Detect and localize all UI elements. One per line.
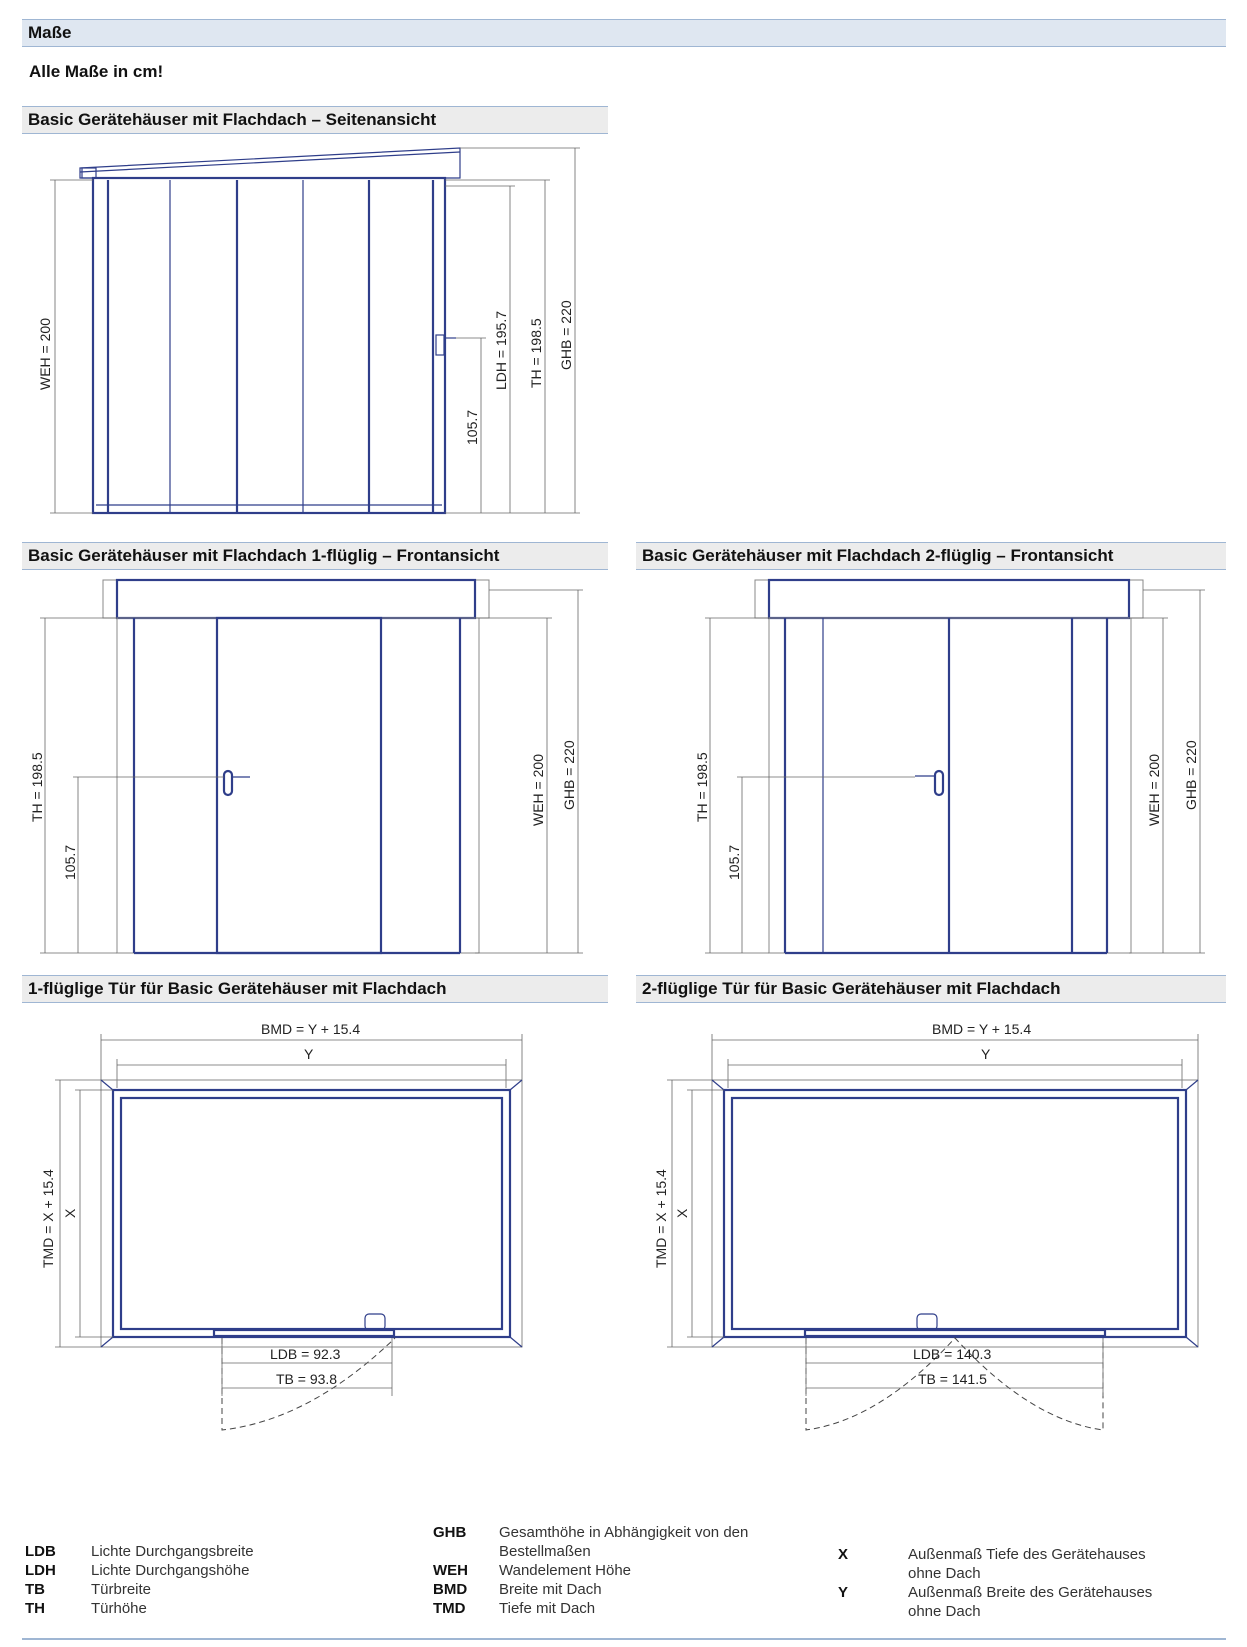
bottom-divider (22, 1638, 1226, 1640)
door2-leaf (805, 1330, 1105, 1336)
side-handle-label: 105.7 (464, 409, 480, 445)
front2-handle-label: 105.7 (726, 844, 742, 880)
legend-value: ohne Dach (908, 1565, 981, 1582)
legend-key: TMD (433, 1600, 466, 1617)
section-door-2: 2-flüglige Tür für Basic Gerätehäuser mit Flachdach (636, 975, 1226, 1003)
legend-col-3 (838, 1545, 1152, 1621)
legend-value: Türhöhe (91, 1600, 147, 1617)
legend-key: TB (25, 1581, 45, 1598)
page-title: Maße (22, 19, 1226, 47)
door2-frame (724, 1090, 1186, 1337)
legend-value: Außenmaß Tiefe des Gerätehauses (908, 1546, 1146, 1563)
legend-key: BMD (433, 1581, 468, 1598)
door1-ldb-label: LDB = 92.3 (270, 1346, 341, 1362)
legend-value: Wandelement Höhe (499, 1562, 632, 1579)
legend-col-1 (25, 1542, 254, 1618)
side-th-label: TH = 198.5 (528, 318, 544, 388)
legend-item (25, 1599, 254, 1618)
side-weh-label: WEH = 200 (37, 318, 53, 390)
door2-x-label: X (674, 1208, 690, 1218)
legend-value: Tiefe mit Dach (499, 1600, 596, 1617)
front1-weh-label: WEH = 200 (530, 754, 546, 826)
legend-value: Bestellmaßen (499, 1543, 591, 1560)
section-front-1: Basic Gerätehäuser mit Flachdach 1-flüglig – Frontansicht (22, 542, 608, 570)
legend-item (838, 1564, 1152, 1583)
front2-th-label: TH = 198.5 (694, 752, 710, 822)
door2-y-label: Y (981, 1046, 991, 1062)
legend-value: Türbreite (91, 1581, 152, 1598)
door2-handle-icon (917, 1314, 937, 1330)
legend-item (25, 1580, 254, 1599)
legend-key: Y (838, 1584, 849, 1601)
legend-item (433, 1599, 748, 1618)
section-side-view: Basic Gerätehäuser mit Flachdach – Seitenansicht (22, 106, 608, 134)
section-door-1: 1-flüglige Tür für Basic Gerätehäuser mit Flachdach (22, 975, 608, 1003)
door2-tb-label: TB = 141.5 (918, 1371, 987, 1387)
legend-item (433, 1561, 748, 1580)
legend-item (838, 1583, 1152, 1602)
legend-item (433, 1580, 748, 1599)
legend-item (838, 1545, 1152, 1564)
front1-th-label: TH = 198.5 (29, 752, 45, 822)
front2-weh-label: WEH = 200 (1146, 754, 1162, 826)
front1-ghb-label: GHB = 220 (561, 740, 577, 810)
legend-item (433, 1523, 748, 1542)
legend-key: GHB (433, 1524, 467, 1541)
legend-item (25, 1561, 254, 1580)
side-ldh-label: LDH = 195.7 (493, 311, 509, 390)
legend-col-2 (433, 1523, 748, 1618)
legend-value: ohne Dach (908, 1603, 981, 1620)
legend-value: Gesamthöhe in Abhängigkeit von den (499, 1524, 749, 1541)
section-front-2: Basic Gerätehäuser mit Flachdach 2-flüglig – Frontansicht (636, 542, 1226, 570)
legend-key: LDB (25, 1543, 56, 1560)
legend-key: LDH (25, 1562, 56, 1579)
door2-bmd-label: BMD = Y + 15.4 (932, 1021, 1032, 1037)
units-note: Alle Maße in cm! (29, 62, 164, 81)
door1-tmd-label: TMD = X + 15.4 (40, 1169, 56, 1268)
door2-ldb-label: LDB = 140.3 (913, 1346, 992, 1362)
legend-value: Lichte Durchgangshöhe (91, 1562, 250, 1579)
legend-value: Außenmaß Breite des Gerätehauses (908, 1584, 1153, 1601)
legend-item (838, 1602, 1152, 1621)
legend-key: TH (25, 1600, 45, 1617)
front2-ghb-label: GHB = 220 (1183, 740, 1199, 810)
door1-x-label: X (62, 1208, 78, 1218)
door1-tb-label: TB = 93.8 (276, 1371, 338, 1387)
legend-value: Lichte Durchgangsbreite (91, 1543, 254, 1560)
door1-y-label: Y (304, 1046, 314, 1062)
legend-key: X (838, 1546, 849, 1563)
legend-value: Breite mit Dach (499, 1581, 602, 1598)
legend-item (25, 1542, 254, 1561)
front1-handle-label: 105.7 (62, 844, 78, 880)
door2-tmd-label: TMD = X + 15.4 (653, 1169, 669, 1268)
side-ghb-label: GHB = 220 (558, 300, 574, 370)
legend-item (433, 1542, 748, 1561)
door1-bmd-label: BMD = Y + 15.4 (261, 1021, 361, 1037)
door2-roof-outline (712, 1080, 1198, 1347)
legend-key: WEH (433, 1562, 468, 1579)
